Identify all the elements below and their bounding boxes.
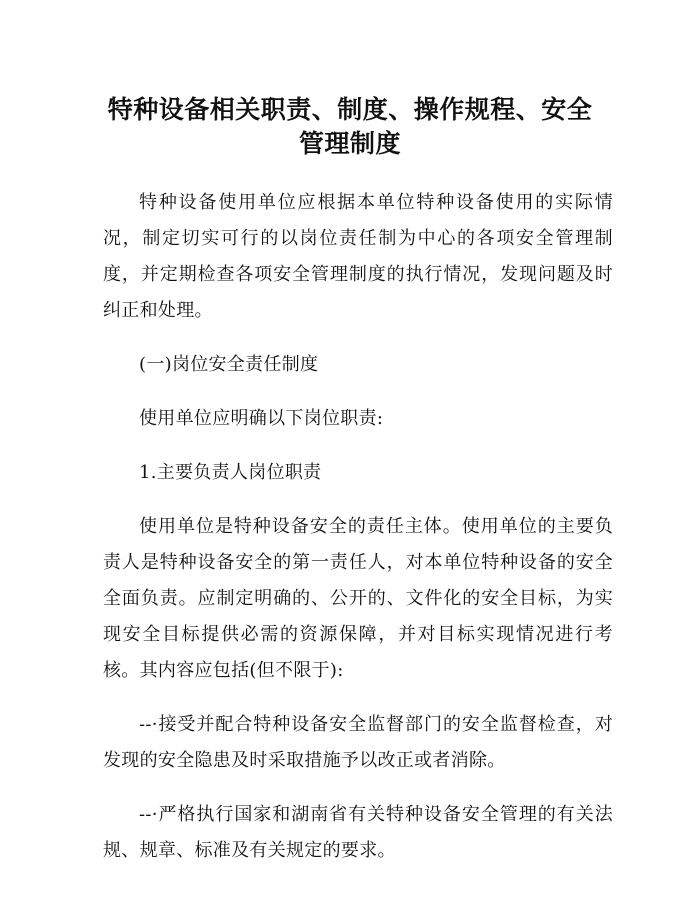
- body-paragraph: 使用单位是特种设备安全的责任主体。使用单位的主要负责人是特种设备安全的第一责任人，对本单位特种设备的安全全面负责。应制定明确的、公开的、文件化的安全目标，为实现安全目标提供必需的资源保障，并对目标实现情况进行考核。其内容应包括(但不限于):: [103, 516, 613, 681]
- document-title: 特种设备相关职责、制度、操作规程、安全管理制度: [107, 95, 593, 158]
- section-heading: (一)岗位安全责任制度: [139, 354, 319, 375]
- document-body: [103, 185, 613, 887]
- body-paragraph: 使用单位应明确以下岗位职责:: [139, 408, 384, 429]
- subsection-heading: 1.主要负责人岗位职责: [139, 462, 322, 483]
- intro-paragraph: 特种设备使用单位应根据本单位特种设备使用的实际情况，制定切实可行的以岗位责任制为中心的各项安全管理制度，并定期检查各项安全管理制度的执行情况，发现问题及时纠正和处理。: [103, 192, 613, 321]
- list-item: --·接受并配合特种设备安全监督部门的安全监督检查，对发现的安全隐患及时采取措施予以改正或者消除。: [103, 714, 613, 771]
- list-item: --·严格执行国家和湖南省有关特种设备安全管理的有关法规、规章、标准及有关规定的要求。: [103, 804, 613, 861]
